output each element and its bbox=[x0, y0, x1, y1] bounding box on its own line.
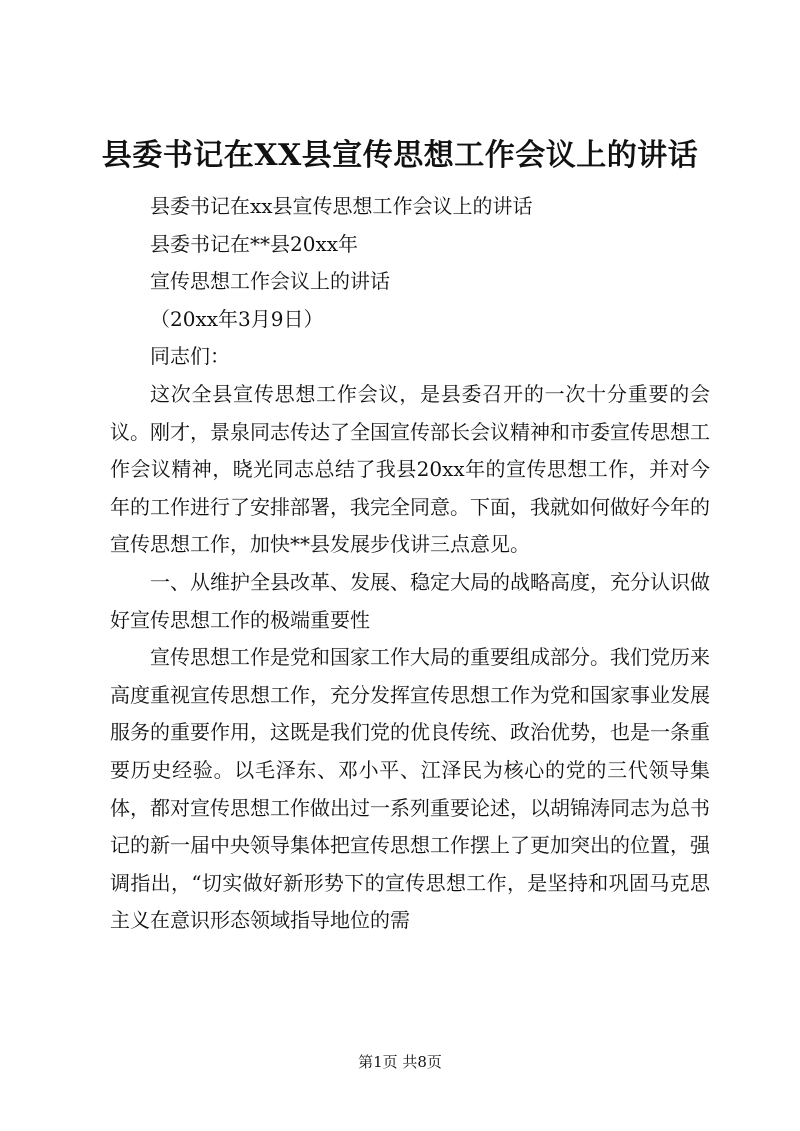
speaker-line: 县委书记在**县20xx年 bbox=[150, 231, 359, 256]
meeting-line: 宣传思想工作会议上的讲话 bbox=[150, 269, 390, 294]
document-title: 县委书记在XX县宣传思想工作会议上的讲话 bbox=[101, 138, 699, 173]
section-heading-1: 一、从维护全县改革、发展、稳定大局的战略高度，充分认识做好宣传思想工作的极端重要性 bbox=[110, 569, 710, 632]
intro-paragraph: 这次全县宣传思想工作会议，是县委召开的一次十分重要的会议。刚才，景泉同志传达了全国宣传部长会议精神和市委宣传思想工作会议精神，晓光同志总结了我县20xx年的宣传思想工作，并对今年的工作进行了安排部署，我完全同意。下面，我就如何做好今年的宣传思想工作，加快**县发展步伐讲三点意见。 bbox=[110, 381, 710, 557]
document-body bbox=[110, 188, 710, 940]
date-line: （20xx年3月9日） bbox=[150, 306, 324, 331]
salutation: 同志们： bbox=[150, 344, 230, 369]
section-1-paragraph: 宣传思想工作是党和国家工作大局的重要组成部分。我们党历来高度重视宣传思想工作，充分发挥宣传思想工作为党和国家事业发展服务的重要作用，这既是我们党的优良传统、政治优势，也是一条重要历史经验。以毛泽东、邓小平、江泽民为核心的党的三代领导集体，都对宣传思想工作做出过一系列重要论述，以胡锦涛同志为总书记的新一届中央领导集体把宣传思想工作摆上了更加突出的位置，强调指出，“切实做好新形势下的宣传思想工作，是坚持和巩固马克思主义在意识形态领域指导地位的需 bbox=[110, 645, 710, 933]
subtitle-line: 县委书记在xx县宣传思想工作会议上的讲话 bbox=[150, 194, 533, 218]
page-footer: 第1页 共8页 bbox=[358, 1053, 442, 1071]
